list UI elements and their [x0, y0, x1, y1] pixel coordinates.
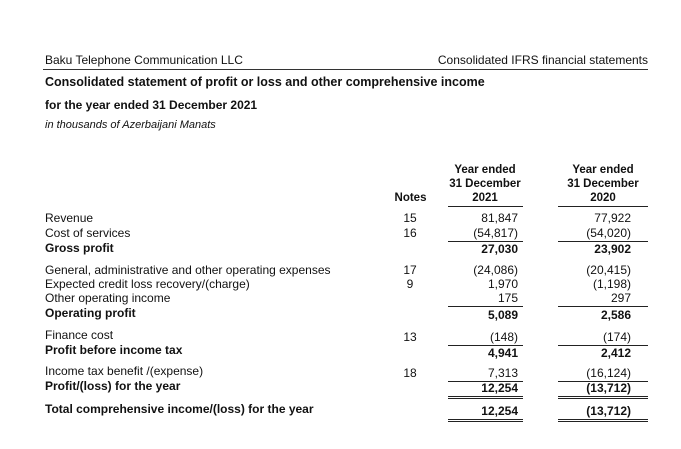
- row-value-2021-income-tax: 7,313: [487, 366, 518, 380]
- row-label-profit-before-tax: Profit before income tax: [45, 343, 183, 357]
- row-note-income-tax: 18: [403, 366, 417, 380]
- row-value-2020-total-comprehensive-income: (13,712): [586, 404, 631, 418]
- row-value-2021-general-admin-expenses: (24,086): [473, 263, 518, 277]
- row-note-cost-of-services: 16: [403, 226, 417, 240]
- row-label-income-tax: Income tax benefit /(expense): [45, 364, 204, 378]
- row-label-general-admin-expenses: General, administrative and other operating expenses: [45, 263, 331, 277]
- total-double-rule-2020-a: [558, 419, 648, 420]
- operating-rule-2021: [448, 306, 523, 307]
- row-value-2021-finance-cost: (148): [489, 330, 518, 344]
- row-value-2020-gross-profit: 23,902: [594, 242, 631, 256]
- row-value-2020-profit-before-tax: 2,412: [600, 346, 631, 360]
- column-header-notes: Notes: [394, 192, 427, 204]
- net-double-rule-2020-b: [558, 398, 648, 399]
- row-value-2020-operating-profit: 2,586: [600, 308, 631, 322]
- statement-period: for the year ended 31 December 2021: [45, 98, 258, 112]
- row-value-2021-total-comprehensive-income: 12,254: [481, 404, 518, 418]
- row-value-2020-cost-of-services: (54,020): [586, 226, 631, 240]
- total-double-rule-2020-b: [558, 421, 648, 422]
- total-double-rule-2021-b: [448, 421, 523, 422]
- row-label-cost-of-services: Cost of services: [45, 226, 131, 240]
- header-rule: [43, 69, 648, 70]
- row-value-2021-expected-credit-loss: 1,970: [487, 277, 518, 291]
- statement-title: Consolidated statement of profit or loss and other comprehensive income: [45, 75, 485, 89]
- row-value-2020-other-operating-income: 297: [610, 291, 631, 305]
- row-value-2020-revenue: 77,922: [594, 211, 631, 225]
- row-value-2021-operating-profit: 5,089: [487, 308, 518, 322]
- row-label-operating-profit: Operating profit: [45, 306, 136, 320]
- row-value-2020-profit-for-year: (13,712): [586, 381, 631, 395]
- net-double-rule-2021-a: [448, 396, 523, 397]
- statement-units: in thousands of Azerbaijani Manats: [45, 119, 216, 131]
- net-double-rule-2021-b: [448, 398, 523, 399]
- row-value-2021-profit-before-tax: 4,941: [487, 346, 518, 360]
- column-header-2021: Year ended 31 December 2021: [449, 164, 521, 204]
- row-label-revenue: Revenue: [45, 211, 94, 225]
- document-type: Consolidated IFRS financial statements: [437, 53, 648, 67]
- row-note-expected-credit-loss: 9: [406, 277, 414, 291]
- row-value-2020-expected-credit-loss: (1,198): [592, 277, 631, 291]
- row-value-2021-cost-of-services: (54,817): [473, 226, 518, 240]
- row-value-2020-finance-cost: (174): [602, 330, 631, 344]
- row-value-2021-gross-profit: 27,030: [481, 242, 518, 256]
- row-value-2021-revenue: 81,847: [481, 211, 518, 225]
- row-label-total-comprehensive-income: Total comprehensive income/(loss) for the year: [45, 402, 314, 416]
- row-label-finance-cost: Finance cost: [45, 328, 114, 342]
- total-double-rule-2021-a: [448, 419, 523, 420]
- row-value-2021-profit-for-year: 12,254: [481, 381, 518, 395]
- row-label-gross-profit: Gross profit: [45, 241, 114, 255]
- row-note-revenue: 15: [403, 211, 417, 225]
- operating-rule-2020: [558, 306, 648, 307]
- row-label-other-operating-income: Other operating income: [45, 291, 171, 305]
- company-name: Baku Telephone Communication LLC: [45, 53, 243, 67]
- row-label-profit-for-year: Profit/(loss) for the year: [45, 379, 181, 393]
- row-note-general-admin-expenses: 17: [403, 263, 417, 277]
- row-note-finance-cost: 13: [403, 330, 417, 344]
- header-underline-2021: [448, 206, 523, 207]
- header-underline-2020: [558, 206, 648, 207]
- row-value-2021-other-operating-income: 175: [497, 291, 518, 305]
- row-label-expected-credit-loss: Expected credit loss recovery/(charge): [45, 277, 250, 291]
- row-value-2020-general-admin-expenses: (20,415): [586, 263, 631, 277]
- row-value-2020-income-tax: (16,124): [586, 366, 631, 380]
- net-double-rule-2020-a: [558, 396, 648, 397]
- column-header-2020: Year ended 31 December 2020: [567, 164, 639, 204]
